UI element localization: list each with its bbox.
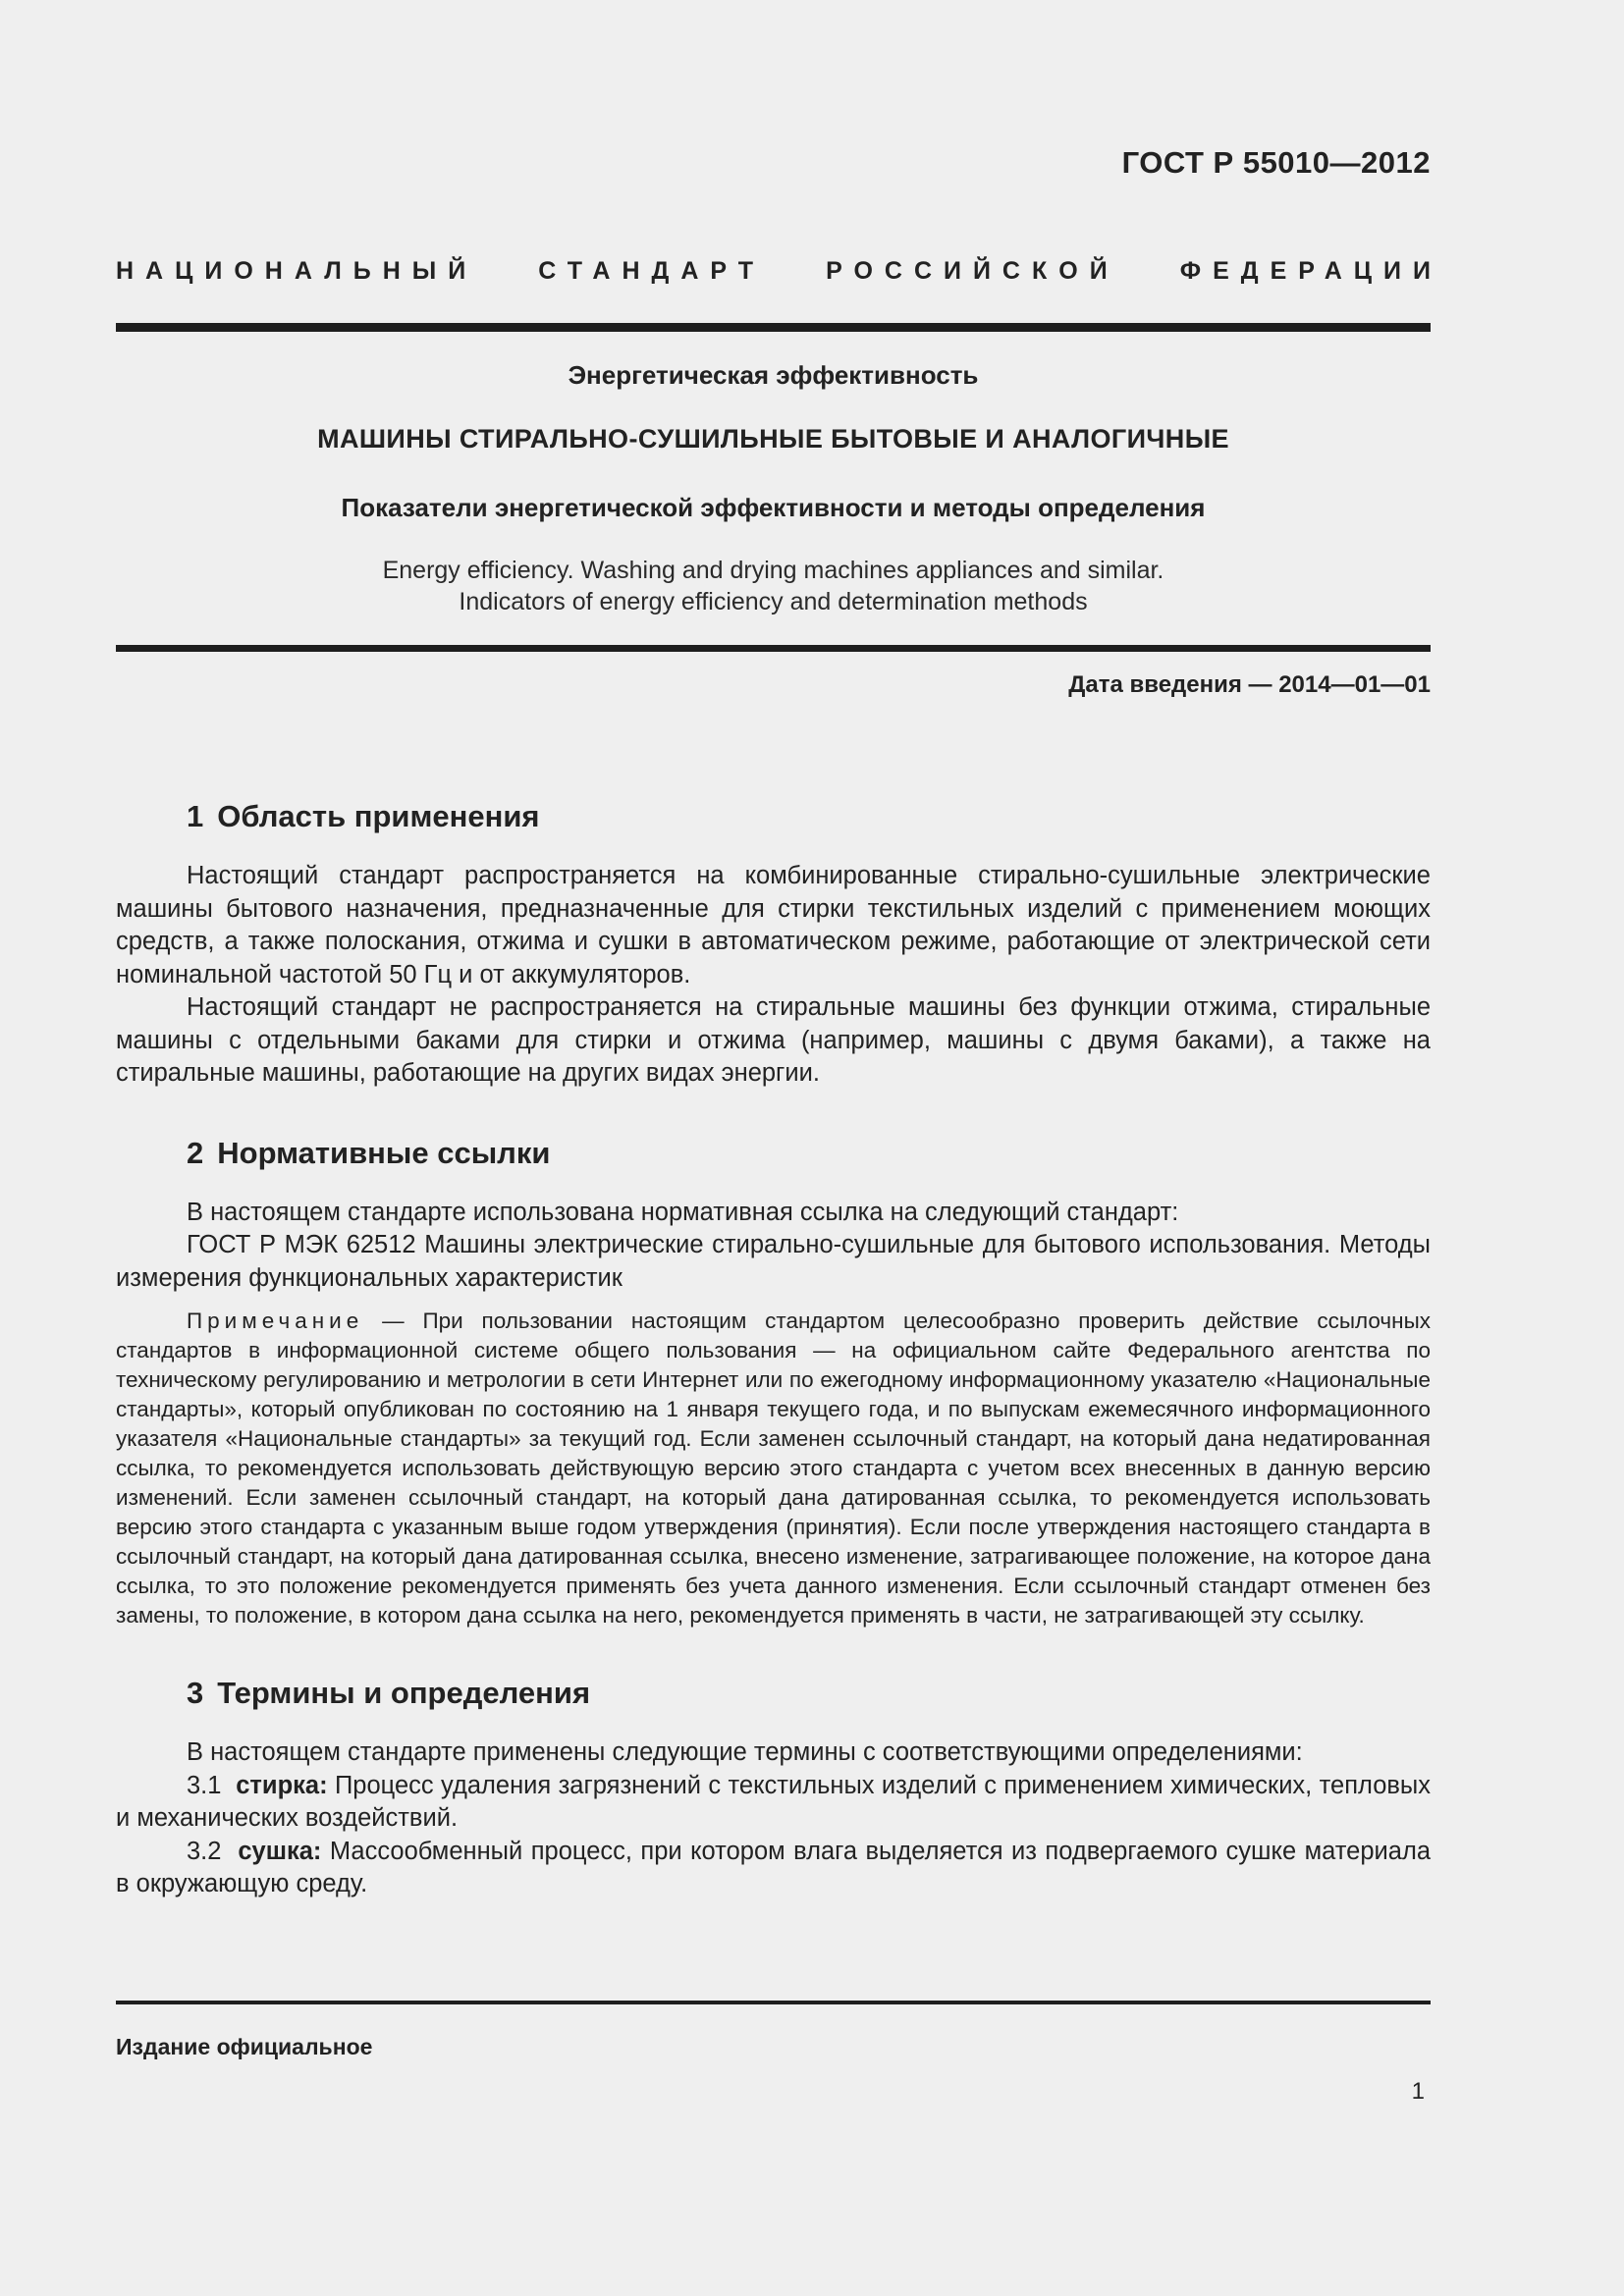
national-standard-heading — [116, 257, 1442, 286]
title-english-line-1: Energy efficiency. Washing and drying machines appliances and similar. — [382, 557, 1164, 584]
national-word-4: ФЕДЕРАЦИИ — [1179, 257, 1442, 285]
section-heading — [116, 797, 1431, 836]
national-word-3: РОССИЙСКОЙ — [826, 257, 1119, 285]
title-divider — [116, 645, 1431, 652]
note-text: — При пользовании настоящим стандартом целесообразно проверить действие ссылочных стандартов в информационной системе общего пользования — на официальном сайте Федерального агентства по техническому регулированию и метрологии в сети Интернет или по ежегодному информационному указателю «Национальные стандарты», который опубликован по состоянию на 1 января текущего года, и по выпускам ежемесячного информационного указателя «Национальные стандарты» за текущий год. Если заменен ссылочный стандарт, на который дана недатированная ссылка, то рекомендуется использовать действующую версию этого стандарта с учетом всех внесенных в данную версию изменений. Если заменен ссылочный стандарт, на который дана датированная ссылка, то рекомендуется использовать версию этого стандарта с указанным выше годом утверждения (принятия). Если после утверждения настоящего стандарта в ссылочный стандарт, на который дана датированная ссылка, внесено изменение, затрагивающее положение, на которое дана ссылка, то это положение рекомендуется применять без учета данного изменения. Если ссылочный стандарт отменен без замены, то положение, в котором дана ссылка на него, рекомендуется применять в части, не затрагивающей эту ссылку. — [116, 1308, 1431, 1628]
term-number: 3.2 — [187, 1837, 222, 1865]
gost-number: ГОСТ Р 55010—2012 — [1121, 145, 1431, 180]
term: сушка: — [238, 1837, 322, 1865]
national-word-1: НАЦИОНАЛЬНЫЙ — [116, 257, 478, 285]
page-number: 1 — [1411, 2078, 1425, 2105]
edition-label: Издание официальное — [116, 2034, 373, 2059]
footer-divider — [116, 2001, 1431, 2004]
term-definition — [116, 1836, 1431, 1901]
section-number: 1 — [187, 799, 204, 833]
normative-reference: ГОСТ Р МЭК 62512 Машины электрические стирально-сушильные для бытового использования. Методы измерения функциональных характеристик — [116, 1231, 1431, 1292]
section-number: 2 — [187, 1135, 204, 1170]
term-definition — [116, 1770, 1431, 1836]
definition: Массообменный процесс, при котором влага выделяется из подвергаемого сушке материала в окружающую среду. — [116, 1837, 1431, 1897]
document-body — [116, 797, 1431, 1945]
section-title: Термины и определения — [217, 1676, 591, 1710]
paragraph: В настоящем стандарте применены следующие термины с соответствующими определениями: — [187, 1738, 1303, 1766]
paragraph: В настоящем стандарте использована нормативная ссылка на следующий стандарт: — [187, 1198, 1179, 1226]
top-divider — [116, 323, 1431, 332]
term: стирка: — [236, 1771, 328, 1799]
term-number: 3.1 — [187, 1771, 222, 1799]
title-sub: Показатели энергетической эффективности и методы определения — [341, 493, 1206, 522]
section-number: 3 — [187, 1676, 204, 1710]
section-1 — [116, 797, 1431, 1091]
section-3 — [116, 1674, 1431, 1901]
section-title: Область применения — [217, 799, 540, 833]
paragraph: Настоящий стандарт не распространяется на стиральные машины без функции отжима, стиральные машины с отдельными баками для стирки и отжима (например, машины с двумя баками), а также на стиральные машины, работающие на других видах энергии. — [116, 993, 1431, 1087]
section-2 — [116, 1134, 1431, 1631]
section-title: Нормативные ссылки — [217, 1135, 551, 1170]
section-heading — [116, 1674, 1431, 1713]
title-main: МАШИНЫ СТИРАЛЬНО-СУШИЛЬНЫЕ БЫТОВЫЕ И АНАЛОГИЧНЫЕ — [317, 424, 1229, 454]
title-energy: Энергетическая эффективность — [568, 360, 979, 390]
definition: Процесс удаления загрязнений с текстильных изделий с применением химических, тепловых и механических воздействий. — [116, 1771, 1432, 1832]
national-word-2: СТАНДАРТ — [538, 257, 766, 285]
section-heading — [116, 1134, 1431, 1173]
paragraph: Настоящий стандарт распространяется на комбинированные стирально-сушильные электрические машины бытового назначения, предназначенные для стирки текстильных изделий с применением моющих средств, а также полоскания, отжима и сушки в автоматическом режиме, работающие от электрической сети номинальной частотой 50 Гц и от аккумуляторов. — [116, 862, 1431, 988]
title-english — [116, 555, 1431, 617]
note — [116, 1307, 1431, 1630]
note-label: Примечание — [187, 1308, 364, 1333]
intro-date: Дата введения — 2014—01—01 — [1068, 671, 1431, 698]
title-english-line-2: Indicators of energy efficiency and determination methods — [459, 588, 1088, 615]
